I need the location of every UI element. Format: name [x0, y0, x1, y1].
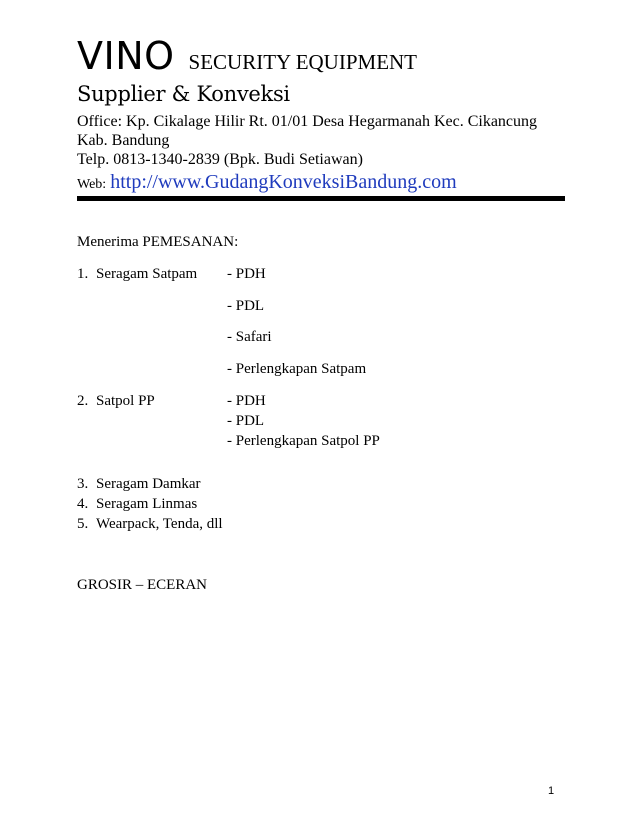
- item-number: 3.: [77, 476, 89, 492]
- page-number: 1: [548, 785, 555, 797]
- item-option: - PDH: [227, 266, 266, 282]
- item-option: - PDL: [227, 413, 265, 429]
- website-label: Web:: [77, 177, 107, 192]
- item-option: - Safari: [227, 329, 272, 345]
- item-number: 1.: [77, 266, 89, 282]
- item-option: - Perlengkapan Satpam: [227, 361, 367, 377]
- header-divider: [77, 196, 565, 201]
- item-option: - Perlengkapan Satpol PP: [227, 433, 380, 449]
- letterhead-subtitle: Supplier & Konveksi: [77, 82, 290, 106]
- office-address-line-1: Office: Kp. Cikalage Hilir Rt. 01/01 Desa Hegarmanah Kec. Cikancung: [77, 113, 538, 130]
- item-label: Seragam Damkar: [96, 476, 201, 492]
- item-label: Seragam Linmas: [96, 496, 198, 512]
- website-link[interactable]: http://www.GudangKonveksiBandung.com: [110, 171, 457, 193]
- item-label: Wearpack, Tenda, dll: [96, 516, 223, 532]
- item-label: Satpol PP: [96, 393, 155, 409]
- brand-name: VINO: [77, 34, 175, 78]
- order-intro: Menerima PEMESANAN:: [77, 234, 239, 250]
- letterhead-brand: [77, 34, 418, 78]
- phone-contact: Telp. 0813-1340-2839 (Bpk. Budi Setiawan): [77, 151, 363, 168]
- sales-type: GROSIR – ECERAN: [77, 577, 208, 593]
- item-number: 4.: [77, 496, 89, 512]
- item-option: - PDL: [227, 298, 265, 314]
- item-number: 2.: [77, 393, 89, 409]
- brand-tagline: SECURITY EQUIPMENT: [188, 50, 418, 74]
- item-number: 5.: [77, 516, 89, 532]
- office-address-line-2: Kab. Bandung: [77, 132, 170, 149]
- website-line: [77, 172, 457, 192]
- item-label: Seragam Satpam: [96, 266, 198, 282]
- item-option: - PDH: [227, 393, 266, 409]
